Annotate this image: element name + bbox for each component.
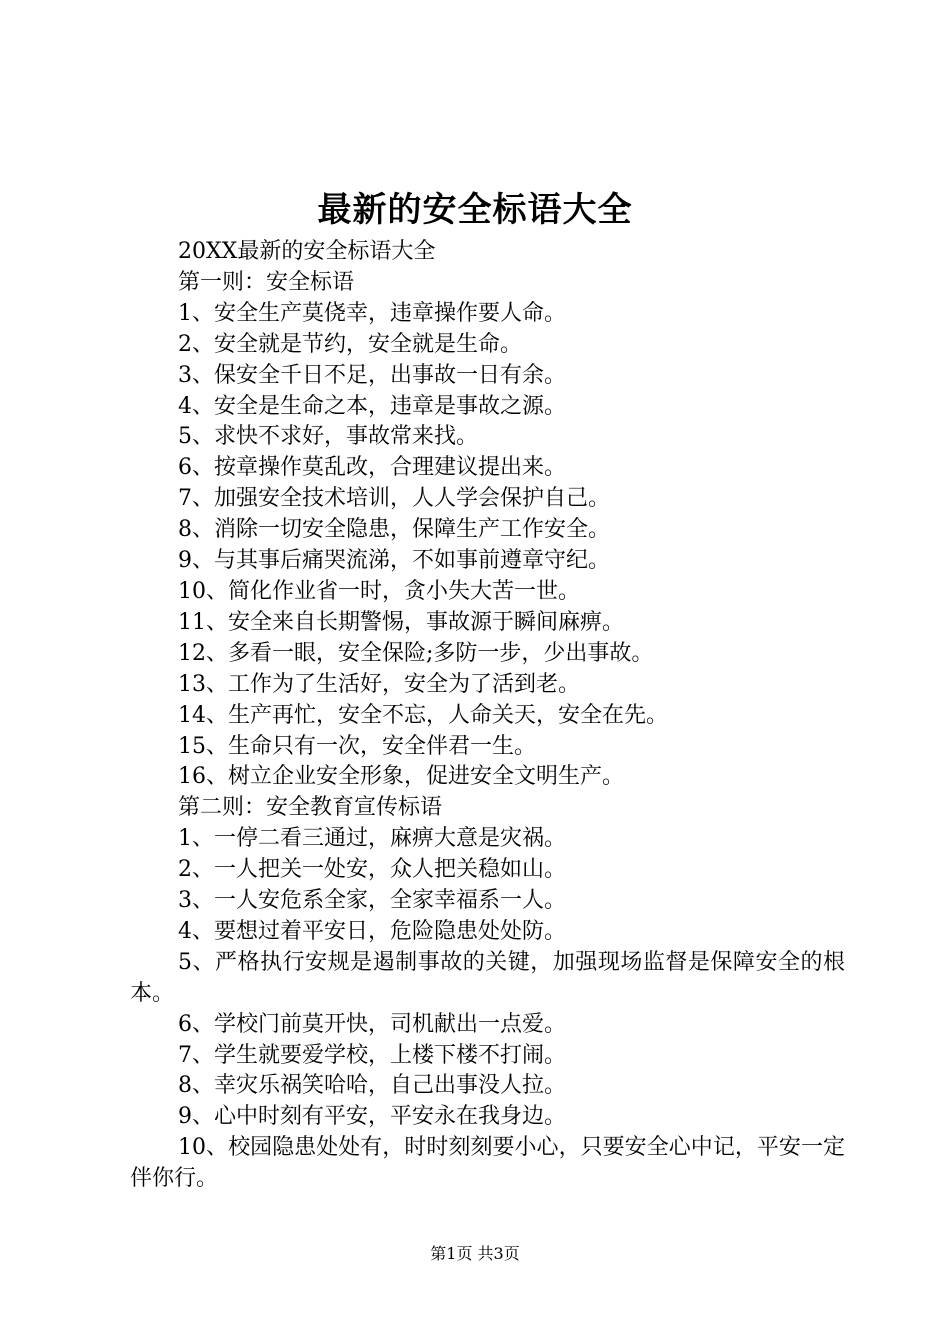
slogan-line: 10、简化作业省一时，贪小失大苦一世。 bbox=[178, 578, 580, 604]
slogan-line: 1、安全生产莫侥幸，违章操作要人命。 bbox=[178, 300, 566, 326]
slogan-line: 3、保安全千日不足，出事故一日有余。 bbox=[178, 362, 566, 388]
slogan-line: 9、与其事后痛哭流涕，不如事前遵章守纪。 bbox=[178, 548, 610, 574]
slogan-line: 12、多看一眼，安全保险;多防一步，少出事故。 bbox=[178, 640, 654, 666]
document-body bbox=[130, 237, 845, 1195]
slogan-line: 7、学生就要爱学校，上楼下楼不打闹。 bbox=[178, 1042, 566, 1068]
slogan-line: 3、一人安危系全家，全家幸福系一人。 bbox=[178, 888, 566, 914]
slogan-line: 4、安全是生命之本，违章是事故之源。 bbox=[178, 393, 566, 419]
slogan-line: 13、工作为了生活好，安全为了活到老。 bbox=[178, 671, 580, 697]
slogan-line: 9、心中时刻有平安，平安永在我身边。 bbox=[178, 1104, 566, 1130]
slogan-line: 8、幸灾乐祸笑哈哈，自己出事没人拉。 bbox=[178, 1073, 566, 1099]
slogan-line: 6、学校门前莫开快，司机献出一点爱。 bbox=[178, 1011, 566, 1037]
slogan-line: 1、一停二看三通过，麻痹大意是灾祸。 bbox=[178, 826, 566, 852]
slogan-line: 11、安全来自长期警惕，事故源于瞬间麻痹。 bbox=[178, 609, 624, 635]
section-heading-1: 第一则：安全标语 bbox=[178, 269, 355, 295]
section-heading-2: 第二则：安全教育宣传标语 bbox=[178, 795, 443, 821]
slogan-line: 16、树立企业安全形象，促进安全文明生产。 bbox=[178, 764, 624, 790]
slogan-paragraph: 5、严格执行安规是遏制事故的关键，加强现场监督是保障安全的根本。 bbox=[130, 949, 845, 1006]
slogan-line: 14、生产再忙，安全不忘，人命关天，安全在先。 bbox=[178, 702, 668, 728]
slogan-line: 7、加强安全技术培训，人人学会保护自己。 bbox=[178, 486, 610, 512]
subtitle-line: 20XX最新的安全标语大全 bbox=[178, 239, 436, 264]
slogan-line: 6、按章操作莫乱改，合理建议提出来。 bbox=[178, 455, 566, 481]
slogan-line: 8、消除一切安全隐患，保障生产工作安全。 bbox=[178, 517, 610, 543]
slogan-line: 2、一人把关一处安，众人把关稳如山。 bbox=[178, 857, 566, 883]
slogan-line: 4、要想过着平安日，危险隐患处处防。 bbox=[178, 918, 566, 944]
document-title: 最新的安全标语大全 bbox=[317, 190, 633, 230]
slogan-paragraph: 10、校园隐患处处有，时时刻刻要小心，只要安全心中记，平安一定伴你行。 bbox=[130, 1135, 845, 1192]
slogan-line: 2、安全就是节约，安全就是生命。 bbox=[178, 331, 522, 357]
slogan-line: 15、生命只有一次，安全伴君一生。 bbox=[178, 733, 536, 759]
page-number-footer: 第1页 共3页 bbox=[430, 1244, 520, 1263]
slogan-line: 5、求快不求好，事故常来找。 bbox=[178, 424, 478, 450]
